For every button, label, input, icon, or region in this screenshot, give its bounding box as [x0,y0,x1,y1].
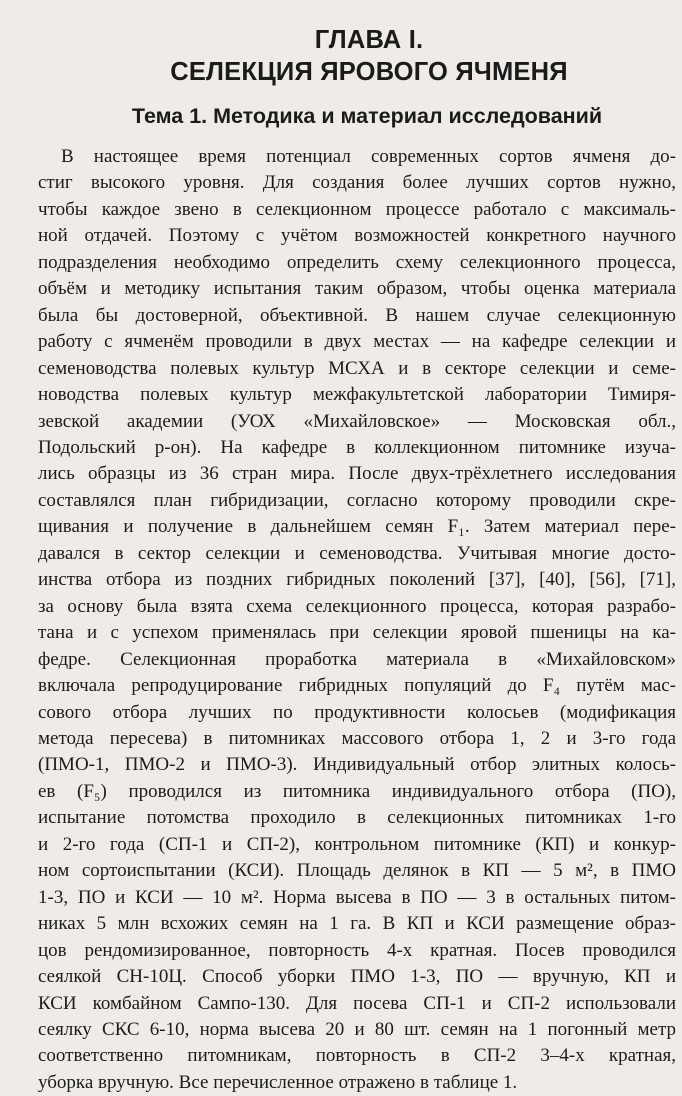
paragraph-line: была бы достоверной, объективной. В нашем случае селекционную [38,304,676,326]
paragraph-line: уборка вручную. Все перечисленное отражено в таблице 1. [38,1071,518,1093]
paragraph-line: щивания и получение в дальнейшем семян F₁. Затем материал пере- [38,516,676,538]
paragraph-line: и 2-го года (СП-1 и СП-2), контрольном питомнике (КП) и конкур- [38,833,676,855]
paragraph-line: ев (F₅) проводился из питомника индивидуального отбора (ПО), [38,780,676,802]
paragraph-line: включала репродуцирование гибридных популяций до F₄ путём мас- [38,675,676,697]
paragraph-line: лись образцы из 36 стран мира. После двух-трёхлетнего исследования [38,463,676,485]
paragraph-line: федре. Селекционная проработка материала в «Михайловском» [38,648,676,670]
paragraph-line: составлялся план гибридизации, согласно которому проводили скре- [38,489,676,511]
paragraph-line: ной отдачей. Поэтому с учётом возможностей конкретного научного [38,225,676,247]
paragraph-line: соответственно питомникам, повторность в СП-2 3–4-х кратная, [38,1045,676,1067]
paragraph-line: сеялкой СН-10Ц. Способ уборки ПМО 1-3, ПО — вручную, КП и [38,966,676,988]
paragraph-line: сеялку СКС 6-10, норма высева 20 и 80 шт. семян на 1 погонный метр [38,1018,676,1040]
paragraph-line: тана и с успехом применялась при селекции яровой пшеницы на ка- [38,622,676,644]
paragraph-line: испытание потомства проходило в селекционных питомниках 1-го [38,807,676,829]
paragraph-line: работу с ячменём проводили в двух местах — на кафедре селекции и [38,331,676,353]
paragraph-line: за основу была взята схема селекционного процесса, которая разрабо- [38,595,676,617]
paragraph-line: Подольский р-он). На кафедре в коллекционном питомнике изуча- [38,436,676,458]
paragraph-line: инства отбора из поздних гибридных поколений [37], [40], [56], [71], [38,569,676,591]
paragraph-line: объём и методику испытания таким образом, чтобы оценка материала [38,278,676,300]
paragraph-line: давался в сектор селекции и семеноводства. Учитывая многие досто- [38,542,676,564]
paragraph-line: семеноводства полевых культур МСХА и в секторе селекции и семе- [38,357,676,379]
chapter-number: ГЛАВА I. [314,26,424,54]
chapter-title: СЕЛЕКЦИЯ ЯРОВОГО ЯЧМЕНЯ [170,58,568,86]
topic-title: Тема 1. Методика и материал исследований [131,104,603,128]
paragraph-line: зевской академии (УОХ «Михайловское» — Московская обл., [38,410,676,432]
paragraph-line: 1-3, ПО и КСИ — 10 м². Норма высева в ПО — 3 в остальных питом- [38,886,676,908]
paragraph-line: стиг высокого уровня. Для создания более лучших сортов нужно, [38,172,676,194]
chapter-heading [38,24,676,88]
paragraph-line: подразделения необходимо определить схему селекционного процесса, [38,251,676,273]
body-paragraph [38,144,676,1096]
paragraph-line: сового отбора лучших по продуктивности колосьев (модификация [38,701,676,723]
paragraph-line: В настоящее время потенциал современных сортов ячменя до- [61,146,676,167]
paragraph-line: метода пересева) в питомниках массового отбора 1, 2 и 3-го года [38,727,676,749]
paragraph-line: КСИ комбайном Сампо-130. Для посева СП-1 и СП-2 использовали [38,992,676,1014]
paragraph-line: цов рендомизированное, повторность 4-х кратная. Посев проводился [38,939,676,961]
paragraph-line: (ПМО-1, ПМО-2 и ПМО-3). Индивидуальный отбор элитных колось- [38,754,676,776]
paragraph-line: ном сортоиспытании (КСИ). Площадь делянок в КП — 5 м², в ПМО [38,860,676,882]
paragraph-line: новодства полевых культур межфакультетской лаборатории Тимиря- [38,384,676,406]
paragraph-line: никах 5 млн всхожих семян на 1 га. В КП и КСИ размещение образ- [38,913,676,935]
paragraph-line: чтобы каждое звено в селекционном процессе работало с максималь- [38,198,676,220]
